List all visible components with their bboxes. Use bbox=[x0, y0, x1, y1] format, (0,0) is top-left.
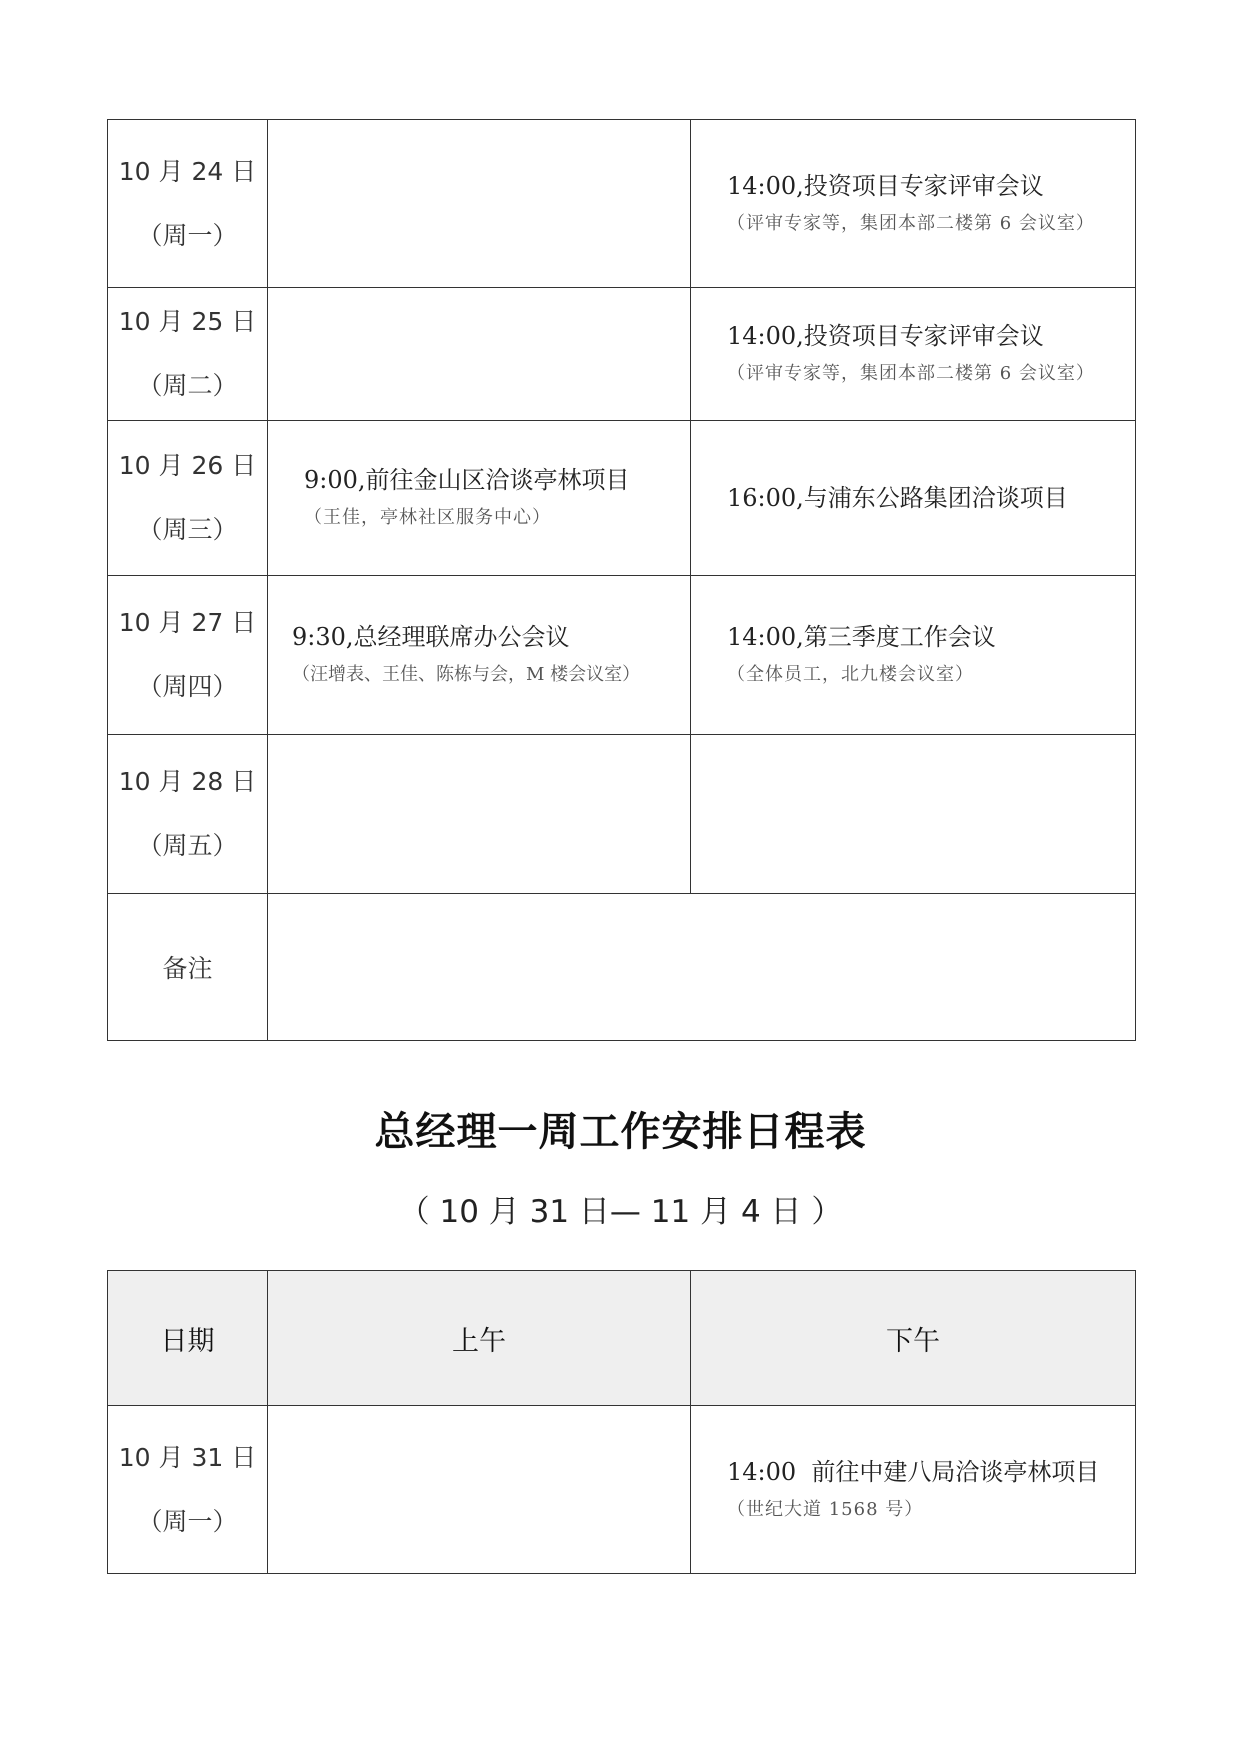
afternoon-event-detail: （全体员工，北九楼会议室） bbox=[727, 664, 974, 685]
morning-cell bbox=[268, 421, 691, 576]
morning-event-detail: （王佳，亭林社区服务中心） bbox=[304, 507, 551, 528]
weekday-label: （周一） bbox=[137, 220, 238, 250]
weekday-label: （周一） bbox=[137, 1506, 238, 1536]
afternoon-cell bbox=[691, 288, 1136, 421]
afternoon-event-detail: （评审专家等，集团本部二楼第 6 会议室） bbox=[727, 212, 1095, 234]
date-cell bbox=[108, 1406, 268, 1574]
table-row bbox=[108, 735, 1136, 894]
date-cell bbox=[108, 576, 268, 735]
page-title: 总经理一周工作安排日程表 bbox=[374, 1109, 867, 1155]
morning-event: 9:30,总经理联席办公会议 bbox=[292, 623, 570, 651]
morning-event-detail: （汪增表、王佳、陈栋与会，M 楼会议室） bbox=[292, 664, 641, 685]
date-label: 10 月 24 日 bbox=[118, 156, 257, 186]
date-label: 10 月 26 日 bbox=[118, 451, 257, 480]
weekday-label: （周四） bbox=[137, 672, 238, 701]
afternoon-event-detail: （世纪大道 1568 号） bbox=[727, 1498, 924, 1520]
date-label: 10 月 31 日 bbox=[118, 1442, 257, 1472]
afternoon-event: 14:00 前往中建八局洽谈亭林项目 bbox=[727, 1457, 1100, 1486]
date-cell bbox=[108, 421, 268, 576]
table-row bbox=[108, 576, 1136, 735]
column-header-date: 日期 bbox=[108, 1271, 268, 1406]
afternoon-cell bbox=[691, 735, 1136, 894]
morning-cell bbox=[268, 1406, 691, 1574]
notes-label: 备注 bbox=[108, 894, 268, 1041]
morning-cell bbox=[268, 576, 691, 735]
afternoon-event: 14:00,投资项目专家评审会议 bbox=[727, 171, 1044, 200]
morning-event: 9:00,前往金山区洽谈亭林项目 bbox=[304, 466, 630, 494]
table-row bbox=[108, 421, 1136, 576]
date-cell bbox=[108, 288, 268, 421]
morning-cell bbox=[268, 120, 691, 288]
date-label: 10 月 27 日 bbox=[118, 608, 257, 637]
afternoon-event-detail: （评审专家等，集团本部二楼第 6 会议室） bbox=[727, 363, 1095, 384]
afternoon-cell bbox=[691, 421, 1136, 576]
morning-cell bbox=[268, 735, 691, 894]
afternoon-event: 16:00,与浦东公路集团洽谈项目 bbox=[727, 484, 1068, 512]
column-header-morning: 上午 bbox=[268, 1271, 691, 1406]
table-header-row bbox=[108, 1271, 1136, 1406]
date-cell bbox=[108, 735, 268, 894]
schedule-table-previous-week bbox=[107, 119, 1136, 1041]
afternoon-cell bbox=[691, 576, 1136, 735]
afternoon-event: 14:00,投资项目专家评审会议 bbox=[727, 322, 1044, 350]
date-cell bbox=[108, 120, 268, 288]
weekday-label: （周三） bbox=[137, 515, 238, 544]
weekday-label: （周五） bbox=[137, 831, 238, 860]
table-row bbox=[108, 120, 1136, 288]
date-label: 10 月 28 日 bbox=[118, 767, 257, 796]
date-range-subtitle: （ 10 月 31 日— 11 月 4 日 ） bbox=[398, 1194, 843, 1230]
table-row bbox=[108, 288, 1136, 421]
table-row bbox=[108, 1406, 1136, 1574]
morning-cell bbox=[268, 288, 691, 421]
notes-row bbox=[108, 894, 1136, 1041]
afternoon-event: 14:00,第三季度工作会议 bbox=[727, 623, 996, 651]
column-header-afternoon: 下午 bbox=[691, 1271, 1136, 1406]
schedule-table-current-week bbox=[107, 1270, 1136, 1574]
date-label: 10 月 25 日 bbox=[118, 307, 257, 336]
weekday-label: （周二） bbox=[137, 371, 238, 400]
afternoon-cell bbox=[691, 1406, 1136, 1574]
notes-content bbox=[268, 894, 1136, 1041]
afternoon-cell bbox=[691, 120, 1136, 288]
